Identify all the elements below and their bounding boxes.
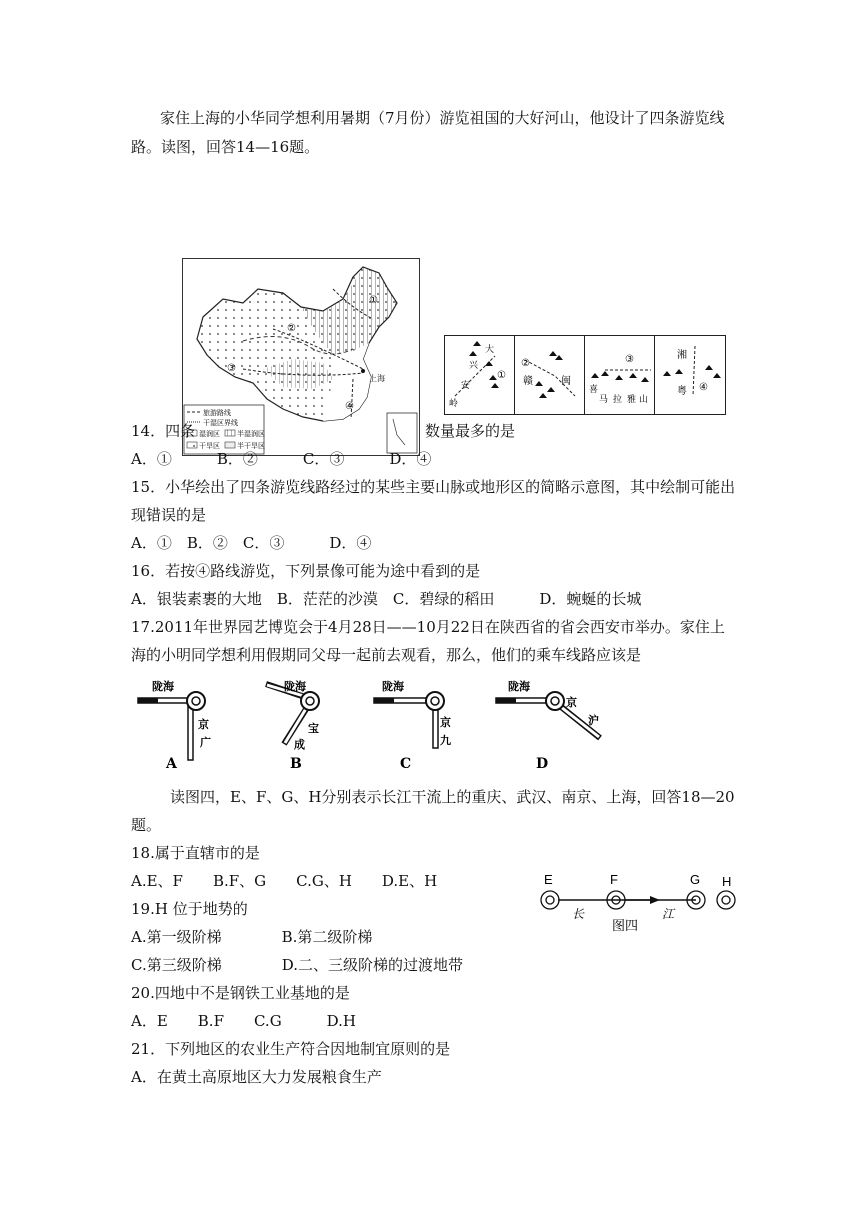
rail-b-label-3: 成 [294,738,305,751]
panel-2-label-2: 闽 [561,376,571,387]
intro2-line-1: 读图四，E、F、G、H分别表示长江干流上的重庆、武汉、南京、上海，回答18—20 [170,788,735,806]
q16-stem: 16．若按④路线游览，下列景像可能为途中看到的是 [131,562,481,580]
mountain-panel-4 [654,335,726,415]
panel-3-label-3: 拉 [613,395,623,405]
q15-options: A．① B．② C．③ D．④ [131,534,372,552]
legend-arid: 干旱区 [199,442,220,450]
legend-boundary: 干湿区界线 [203,419,238,427]
fig4-river-2: 江 [662,907,675,921]
q18-options: A.E、F B.F、G C.G、H D.E、H [131,872,438,890]
q17-line-1: 17.2011年世界园艺博览会于4月28日——10月22日在陕西省的省会西安市举办。家住上 [131,618,725,636]
q15-line-1: 15．小华绘出了四条游览线路经过的某些主要山脉或地形区的简略示意图，其中绘制可能出 [131,478,736,496]
panel-4-label-2: 粤 [677,386,687,397]
intro2-line-2: 题。 [131,816,162,834]
q18-stem: 18.属于直辖市的是 [131,844,260,862]
panel-1-label-2: 兴 [469,361,479,371]
rail-c-letter: C [400,756,412,772]
panel-3-label-1: 喜 [589,385,599,395]
panel-1-num: ① [497,370,506,381]
rail-a-label-1: 陇海 [152,680,174,693]
fig4-point-g: G [690,872,701,887]
q21-option-a: A．在黄土高原地区大力发展粮食生产 [131,1068,382,1086]
rail-option-b [266,679,319,772]
rail-d-label-1: 陇海 [508,680,530,693]
china-map-drawing [183,259,419,455]
railway-options-figure [134,676,734,776]
fig4-river-1: 长 [572,907,585,921]
rail-d-label-3: 沪 [588,714,599,727]
q17-line-2: 海的小明同学想利用假期同父母一起前去观看，那么，他们的乘车线路应该是 [131,646,642,664]
panel-4-label-1: 湘 [677,350,687,361]
rail-a-label-2: 京 [198,718,209,731]
map-route-3: ③ [227,363,236,374]
map-route-4: ④ [345,401,354,412]
rail-c-label-3: 九 [440,734,451,747]
q16-options: A．银装素裹的大地 B．茫茫的沙漠 C．碧绿的稻田 D．蜿蜒的长城 [131,590,642,608]
panel-3-label-2: 马 [599,395,609,405]
panel-2-drawing [515,336,585,414]
shanghai-label: 上海 [369,374,385,383]
panel-1-label-1: 大 [485,345,495,355]
china-map-figure [182,258,420,456]
rail-b-label-2: 宝 [308,722,319,735]
figure-4-yangtze [530,868,750,940]
rail-a-letter: A [166,756,177,772]
map-route-2: ② [287,323,296,334]
panel-3-label-4: 雅 [627,395,637,405]
panel-2-label-1: 赣 [523,376,533,387]
rail-c-label-2: 京 [440,716,451,729]
q14-options: A．① B．② C．③ D．④ [131,450,432,468]
rail-a-label-3: 广 [200,736,211,749]
rail-d-label-2: 京 [566,696,577,709]
mountain-panel-2 [514,335,586,415]
legend-semi-humid: 半湿润区 [237,430,265,438]
q19-options-2: C.第三级阶梯 D.二、三级阶梯的过渡地带 [131,956,463,974]
legend-route: 旅游路线 [203,409,231,417]
q19-options-1: A.第一级阶梯 B.第二级阶梯 [131,928,373,946]
panel-4-num: ④ [699,382,708,393]
map-route-1: ① [369,295,378,306]
panel-3-drawing [585,336,655,414]
q20-options: A．E B.F C.G D.H [131,1012,357,1030]
fig4-point-f: F [610,872,618,887]
rail-option-c [374,679,451,772]
fig4-caption: 图四 [612,919,639,934]
rail-option-d [496,679,600,772]
panel-1-label-4: 岭 [449,399,459,409]
q20-stem: 20.四地中不是钢铁工业基地的是 [131,984,350,1002]
rail-b-label-1: 陇海 [284,680,306,693]
panel-4-drawing [655,336,725,414]
mountain-panel-3 [584,335,656,415]
rail-option-a [138,679,211,772]
fig4-point-e: E [544,872,553,887]
panel-1-label-3: 安 [461,381,471,391]
fig4-point-h: H [722,874,732,889]
q15-line-2: 现错误的是 [131,506,207,524]
rail-c-label-1: 陇海 [382,680,404,693]
legend-semi-arid: 半干旱区 [237,442,265,450]
rail-d-letter: D [536,756,549,772]
q21-stem: 21．下列地区的农业生产符合因地制宜原则的是 [131,1040,451,1058]
panel-1-drawing [445,336,515,414]
rail-b-letter: B [290,756,302,772]
panel-3-label-5: 山 [639,395,649,405]
q14-stem: 14．四条 [131,422,196,440]
legend-humid: 湿润区 [199,430,220,438]
mountain-panel-1 [444,335,516,415]
intro-line-1: 家住上海的小华同学想利用暑期（7月份）游览祖国的大好河山，他设计了四条游览线 [160,109,725,127]
panel-3-num: ③ [625,354,634,365]
q19-stem: 19.H 位于地势的 [131,900,248,918]
intro-line-2: 路。读图，回答14—16题。 [131,138,320,156]
q14-stem-end: 数量最多的是 [425,422,516,440]
panel-2-num: ② [521,358,530,369]
